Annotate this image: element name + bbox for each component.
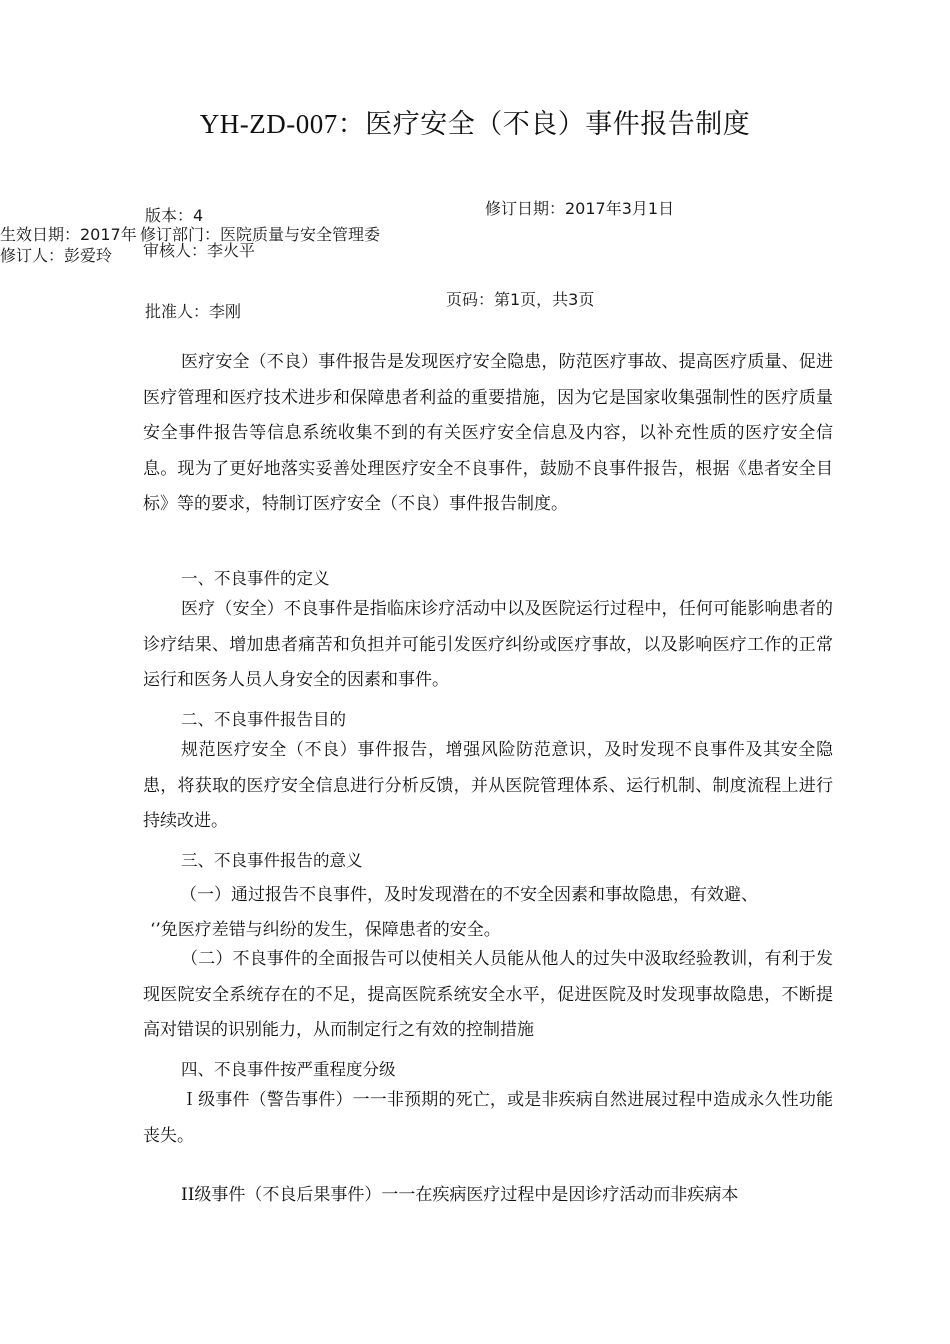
approver: 批准人：李刚 [145,302,242,321]
intro-paragraph: 医疗安全（不良）事件报告是发现医疗安全隐患，防范医疗事故、提高医疗质量、促进医疗管理和医疗技术进步和保障患者利益的重要措施，因为它是国家收集强制性的医疗质量安全事件报告等信息系统收集不到的有关医疗安全信息及内容，以补充性质的医疗安全信息。现为了更好地落实妥善处理医疗安全不良事件，鼓励不良事件报告，根据《患者安全目标》等的要求，特制订医疗安全（不良）事件报告制度。 [143,352,833,514]
document-title: YH-ZD-007：医疗安全（不良）事件报告制度 [199,109,751,139]
significance-item-1-line-1: （一）通过报告不良事件，及时发现潜在的不安全因素和事故隐患，有效避、 [180,885,758,905]
reviser: 修订人：彭爱玲 [0,246,113,265]
effective-date: 生效日期：2017年 [0,225,137,244]
section-body-purpose: 规范医疗安全（不良）事件报告，增强风险防范意识，及时发现不良事件及其安全隐患，将获取的医疗安全信息进行分析反馈，并从医院管理体系、运行机制、制度流程上进行持续改进。 [143,740,833,831]
severity-level-2: II级事件（不良后果事件）一一在疾病医疗过程中是因诊疗活动而非疾病本 [181,1185,739,1205]
revising-department: 修订部门：医院质量与安全管理委 [140,225,381,244]
section-body-definition: 医疗（安全）不良事件是指临床诊疗活动中以及医院运行过程中，任何可能影响患者的诊疗结果、增加患者痛苦和负担并可能引发医疗纠纷或医疗事故，以及影响医疗工作的正常运行和医务人员人身安全的因素和事件。 [143,599,833,690]
severity-level-1: Ｉ级事件（警告事件）一一非预期的死亡，或是非疾病自然进展过程中造成永久性功能丧失。 [143,1090,833,1146]
section-heading-purpose: 二、不良事件报告目的 [181,710,346,729]
significance-item-1-line-2: ‘’免医疗差错与纠纷的发生，保障患者的安全。 [150,920,501,940]
significance-item-2: （二）不良事件的全面报告可以使相关人员能从他人的过失中汲取经验教训，有利于发现医院安全系统存在的不足，提高医院系统安全水平，促进医院及时发现事故隐患，不断提高对错误的识别能力，从而制定行之有效的控制措施 [143,949,833,1040]
section-heading-significance: 三、不良事件报告的意义 [181,851,363,870]
revision-date: 修订日期：2017年3月1日 [485,199,675,218]
section-heading-definition: 一、不良事件的定义 [181,569,330,588]
page-info: 页码：第1页，共3页 [446,290,595,309]
section-heading-severity: 四、不良事件按严重程度分级 [181,1060,396,1079]
version-label: 版本：4 [145,206,204,225]
reviewer: 审核人：李火平 [143,241,256,260]
